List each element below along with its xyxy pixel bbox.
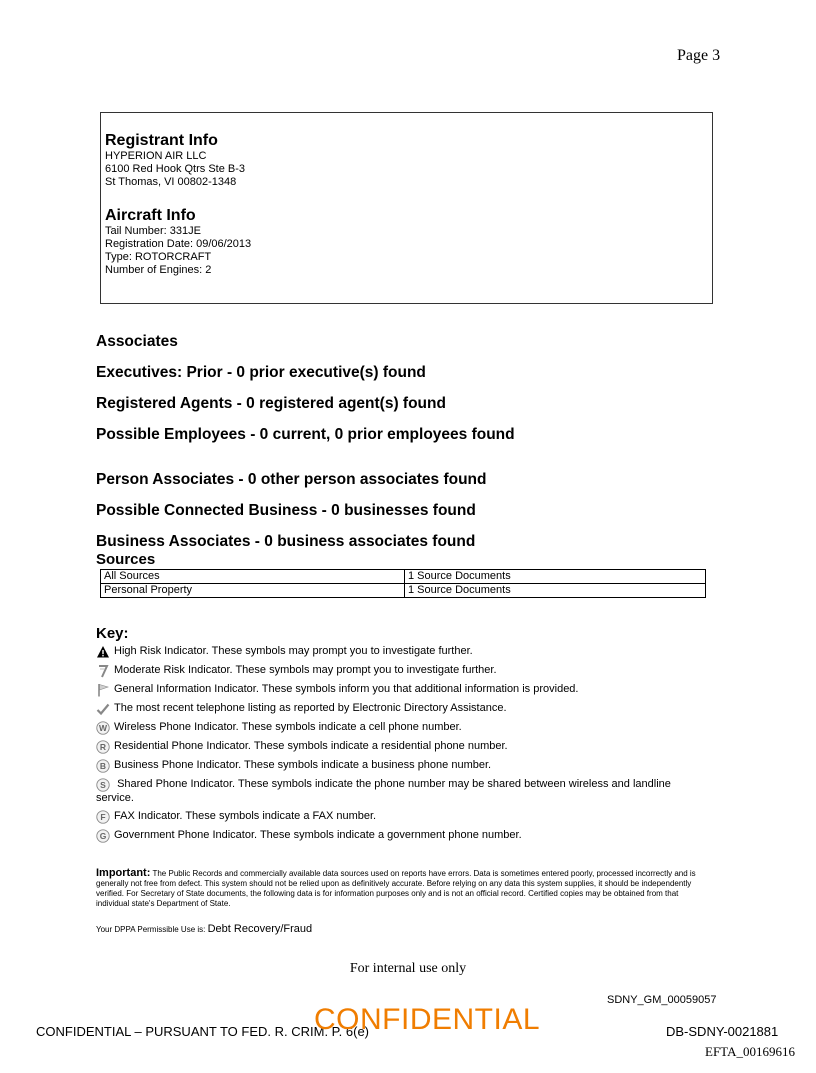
svg-text:B: B (99, 761, 107, 772)
efta-number: EFTA_00169616 (705, 1044, 795, 1059)
svg-text:S: S (100, 780, 106, 791)
table-row (101, 570, 706, 584)
dppa-use (96, 923, 312, 935)
list-item (96, 759, 706, 773)
list-item (96, 721, 706, 735)
list-item (96, 810, 706, 824)
list-item (96, 740, 706, 754)
associates-heading: Associates (96, 333, 178, 350)
list-item (96, 664, 706, 678)
sources-table (100, 569, 706, 598)
key-text: Business Phone Indicator. These symbols indicate a business phone number. (114, 759, 492, 771)
key-text: Wireless Phone Indicator. These symbols indicate a cell phone number. (114, 721, 462, 733)
business-phone-icon (96, 759, 110, 773)
svg-text:R: R (99, 742, 107, 753)
aircraft-engines: Number of Engines: 2 (105, 264, 212, 276)
source-name: Personal Property (101, 584, 405, 598)
important-label: Important: (96, 867, 151, 879)
warning-triangle-icon (96, 645, 110, 659)
checkmark-icon (96, 702, 110, 716)
key-legend (96, 645, 706, 848)
svg-text:F: F (100, 812, 106, 823)
flag-icon (96, 683, 110, 697)
sources-title: Sources (96, 551, 156, 568)
registrant-info-title: Registrant Info (105, 132, 218, 149)
svg-text:G: G (99, 831, 107, 842)
registrant-city: St Thomas, VI 00802-1348 (105, 176, 237, 188)
table-row (101, 584, 706, 598)
fax-icon (96, 810, 110, 824)
dppa-label: Your DPPA Permissible Use is: (96, 925, 206, 934)
source-name: All Sources (101, 570, 405, 584)
aircraft-info-title: Aircraft Info (105, 207, 196, 224)
important-notice (96, 868, 708, 909)
key-text: General Information Indicator. These symbols inform you that additional information is provided. (114, 683, 579, 695)
connected-business-line: Possible Connected Business - 0 businesses found (96, 502, 476, 519)
svg-text:W: W (98, 723, 108, 734)
government-phone-icon (96, 829, 110, 843)
aircraft-registration-date: Registration Date: 09/06/2013 (105, 238, 252, 250)
confidential-stamp: CONFIDENTIAL (314, 1003, 541, 1036)
internal-use-note: For internal use only (349, 961, 467, 976)
registrant-name: HYPERION AIR LLC (105, 150, 207, 162)
list-item (96, 683, 706, 697)
bates-number-top: SDNY_GM_00059057 (607, 994, 717, 1006)
source-count: 1 Source Documents (405, 570, 706, 584)
key-text: FAX Indicator. These symbols indicate a FAX number. (114, 810, 377, 822)
aircraft-type: Type: ROTORCRAFT (105, 251, 212, 263)
list-item (96, 778, 706, 805)
aircraft-tail-number: Tail Number: 331JE (105, 225, 201, 237)
key-text: Residential Phone Indicator. These symbols indicate a residential phone number. (114, 740, 508, 752)
confidential-notice: CONFIDENTIAL – PURSUANT TO FED. R. CRIM. P. 6(e) (36, 1024, 370, 1039)
page-number: Page 3 (677, 47, 721, 64)
source-count: 1 Source Documents (405, 584, 706, 598)
business-associates-line: Business Associates - 0 business associates found (96, 533, 476, 550)
list-item (96, 702, 706, 716)
list-item (96, 829, 706, 843)
key-text: The most recent telephone listing as reported by Electronic Directory Assistance. (114, 702, 507, 714)
registrant-aircraft-box (100, 112, 713, 304)
registrant-street: 6100 Red Hook Qtrs Ste B-3 (105, 163, 246, 175)
registered-agents-line: Registered Agents - 0 registered agent(s) found (96, 395, 446, 412)
list-item (96, 645, 706, 659)
person-associates-line: Person Associates - 0 other person associates found (96, 471, 487, 488)
important-text: The Public Records and commercially available data sources used on reports have errors. Data is sometimes entered poorly, processed incorrectly and is generally not free from defect. This system should not be relied upon as definitively accurate. Before relying on any data this system supplies, it should be independently verified. For Secretary of State documents, the following data is for information purposes only and is not an official record. Certified copies may be obtained from that individual state's Department of State. (96, 869, 696, 908)
key-text: Shared Phone Indicator. These symbols indicate the phone number may be shared between wireless and landline service. (96, 778, 671, 804)
shared-phone-icon (96, 778, 110, 792)
key-text: Government Phone Indicator. These symbols indicate a government phone number. (114, 829, 522, 841)
executives-line: Executives: Prior - 0 prior executive(s) found (96, 364, 426, 381)
key-text: High Risk Indicator. These symbols may prompt you to investigate further. (114, 645, 473, 657)
key-title: Key: (96, 625, 129, 642)
possible-employees-line: Possible Employees - 0 current, 0 prior employees found (96, 426, 515, 443)
key-text: Moderate Risk Indicator. These symbols may prompt you to investigate further. (114, 664, 497, 676)
bates-number-right: DB-SDNY-0021881 (666, 1024, 779, 1039)
moderate-risk-icon (96, 664, 110, 678)
residential-phone-icon (96, 740, 110, 754)
dppa-value: Debt Recovery/Fraud (207, 923, 313, 935)
wireless-phone-icon (96, 721, 110, 735)
